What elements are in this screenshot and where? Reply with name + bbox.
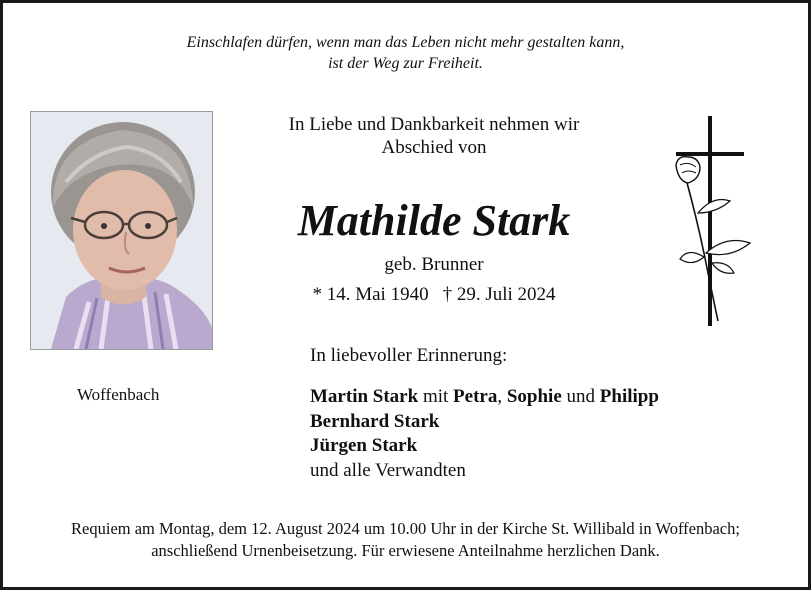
family-line-4: und alle Verwandten — [310, 459, 466, 481]
death-date: † 29. Juli 2024 — [442, 284, 556, 305]
family-line-2: Bernhard Stark — [310, 410, 440, 432]
requiem-notice — [0, 518, 811, 562]
family-name-philipp: Philipp — [599, 386, 659, 407]
cross-with-rose-icon — [668, 113, 763, 329]
family-name-martin: Martin Stark — [310, 386, 419, 407]
quote-line-1: Einschlafen dürfen, wenn man das Leben nicht mehr gestalten kann, — [186, 34, 625, 51]
birth-date: * 14. Mai 1940 — [312, 284, 429, 305]
family-line-1: Martin Stark mit Petra, Sophie und Philipp — [310, 386, 659, 407]
family-name-petra: Petra — [453, 386, 498, 407]
birth-name: geb. Brunner — [384, 254, 484, 275]
family-line-3: Jürgen Stark — [310, 435, 418, 456]
quote-line-2: ist der Weg zur Freiheit. — [328, 55, 483, 72]
intro-line-2: Abschied von — [381, 137, 487, 158]
memory-heading: In liebevoller Erinnerung: — [310, 345, 508, 366]
family-name-sophie: Sophie — [506, 386, 562, 407]
requiem-line-1: Requiem am Montag, dem 12. August 2024 um 10.00 Uhr in der Kirche St. Willibald in Woffenbach; — [71, 519, 740, 538]
life-dates — [312, 284, 555, 306]
intro-line-1: In Liebe und Dankbarkeit nehmen wir — [288, 114, 580, 135]
requiem-line-2: anschließend Urnenbeisetzung. Für erwiesene Anteilnahme herzlichen Dank. — [151, 541, 660, 560]
family-list — [310, 385, 659, 483]
portrait-photo — [30, 111, 213, 350]
deceased-name: Mathilde Stark — [297, 196, 571, 245]
place-name: Woffenbach — [77, 385, 160, 404]
